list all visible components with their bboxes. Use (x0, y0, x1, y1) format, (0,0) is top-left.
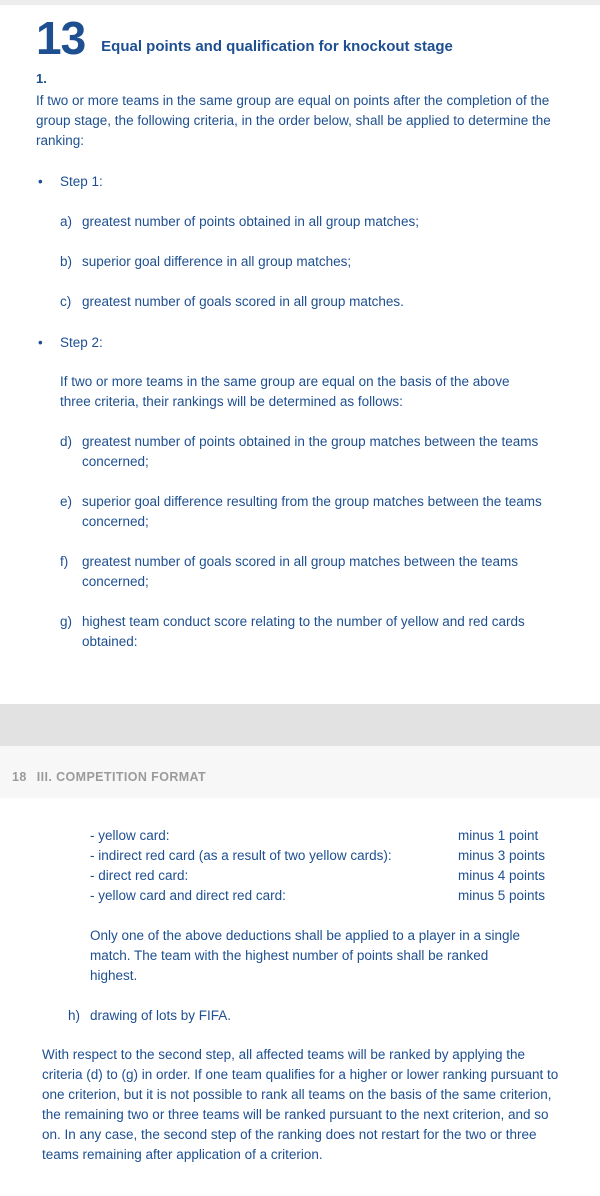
item-letter: d) (60, 434, 73, 450)
item-text: greatest number of points obtained in the group matches between the teams concerned; (82, 434, 539, 470)
step2-label: Step 2: (60, 335, 103, 351)
step1-label: Step 1: (60, 174, 103, 190)
item-letter: b) (60, 254, 73, 270)
list-item-e (60, 492, 566, 532)
closing-paragraph: With respect to the second step, all affected teams will be ranked by applying the criteria (d) to (g) in order. If one team qualifies for a higher or lower ranking pursuant to one criterion, but it is not possible to rank all teams on the basis of the same criterion, the remaining two or three teams will be ranked pursuant to the next criterion, and so on. In any case, the second step of the ranking does not restart for the two or three teams remaining after application of a criterion. (42, 1047, 559, 1163)
deduction-value: minus 4 points (458, 868, 546, 884)
deduction-label: - yellow card: (90, 828, 170, 844)
page-separator-band (0, 704, 600, 746)
list-item-d (60, 432, 566, 472)
item-letter: g) (60, 614, 73, 630)
article-title: Equal points and qualification for knockout stage (101, 38, 453, 56)
running-header-zone (0, 746, 600, 798)
list-item-g (60, 612, 566, 652)
page-number: 18 (12, 770, 27, 785)
deduction-label: - direct red card: (90, 868, 189, 884)
item-letter: c) (60, 294, 72, 310)
item-letter: e) (60, 494, 73, 510)
item-text: superior goal difference in all group matches; (82, 254, 352, 270)
list-item-a (60, 212, 566, 232)
deduction-row-yellow-and-red (90, 886, 566, 906)
item-text: greatest number of goals scored in all group matches between the teams concerned; (82, 554, 518, 590)
item-letter: a) (60, 214, 73, 230)
item-letter: h) (68, 1008, 81, 1024)
intro-paragraph: If two or more teams in the same group are equal on points after the completion of the group stage, the following criteria, in the order below, shall be applied to determine the ranking: (36, 93, 551, 149)
deduction-row-direct-red (90, 866, 566, 886)
item-text: greatest number of points obtained in all group matches; (82, 214, 419, 230)
list-item-b (60, 252, 566, 272)
bullet-icon (38, 172, 60, 192)
step1-row (38, 172, 566, 192)
item-text: superior goal difference resulting from the group matches between the teams concerned; (82, 494, 542, 530)
list-item-f (60, 552, 566, 592)
article-number: 13 (36, 12, 86, 64)
item-text: drawing of lots by FIFA. (90, 1008, 232, 1024)
step2-row (38, 333, 566, 353)
deduction-value: minus 1 point (458, 828, 539, 844)
card-deductions-table (90, 826, 566, 906)
running-header (0, 770, 600, 784)
list-item-h (68, 1006, 568, 1026)
deduction-row-indirect-red (90, 846, 566, 866)
deduction-label: - indirect red card (as a result of two yellow cards): (90, 848, 392, 864)
clause-number: 1. (36, 71, 47, 87)
article-heading (36, 12, 566, 64)
item-text: highest team conduct score relating to the number of yellow and red cards obtained: (82, 614, 525, 650)
bullet-icon (38, 333, 60, 353)
step2-intro: If two or more teams in the same group are equal on the basis of the above three criteria, their rankings will be determined as follows: (60, 374, 510, 410)
deduction-note: Only one of the above deductions shall be applied to a player in a single match. The team with the highest number of points shall be ranked highest. (90, 928, 521, 984)
page-bottom-content (0, 798, 600, 1165)
item-text: greatest number of goals scored in all group matches. (82, 294, 404, 310)
deduction-value: minus 5 points (458, 888, 546, 904)
deduction-label: - yellow card and direct red card: (90, 888, 286, 904)
deduction-value: minus 3 points (458, 848, 546, 864)
deduction-row-yellow (90, 826, 566, 846)
page-18-content (0, 5, 600, 652)
section-title: III. COMPETITION FORMAT (36, 770, 207, 785)
list-item-c (60, 292, 566, 312)
item-letter: f) (60, 554, 69, 570)
